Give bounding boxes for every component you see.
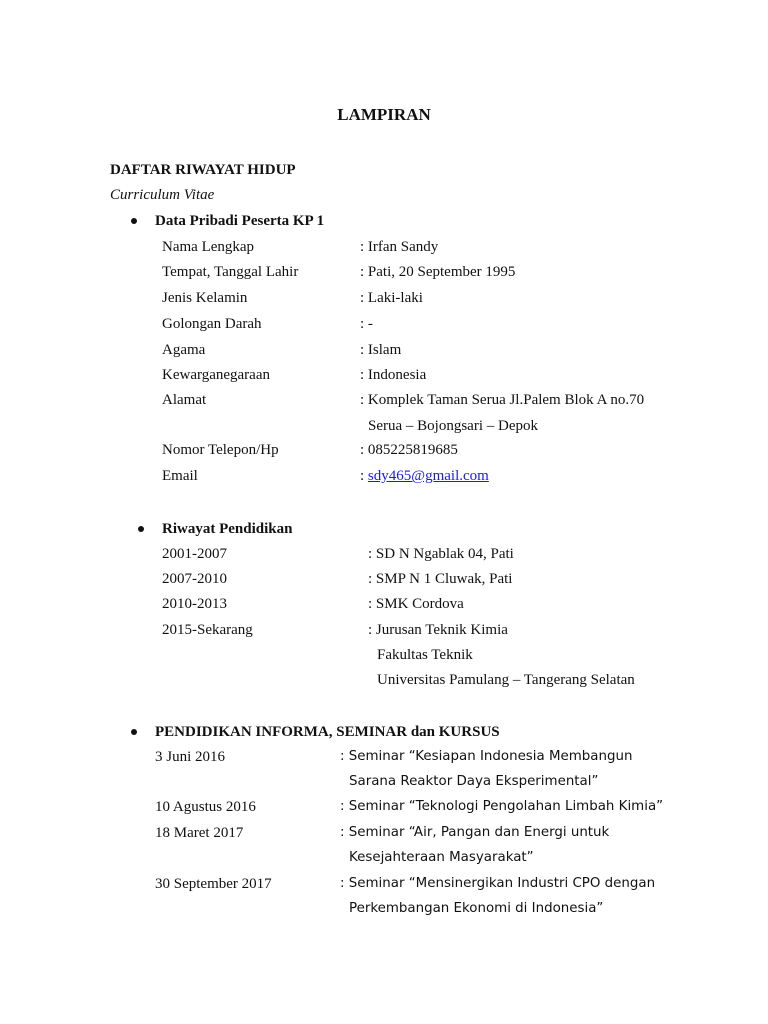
value-seminar-3: : Seminar “Air, Pangan dan Energi untuk [340,825,610,840]
label-seminar-3: 18 Maret 2017 [155,825,244,841]
section-heading-seminars: PENDIDIKAN INFORMA, SEMINAR dan KURSUS [155,724,500,740]
value-seminar-2: : Seminar “Teknologi Pengolahan Limbah Kimia” [340,799,664,814]
value-seminar-3-cont: Kesejahteraan Masyarakat” [349,850,534,865]
label-golongan-darah: Golongan Darah [162,316,262,332]
label-edu-smp: 2007-2010 [162,571,227,587]
label-ttl: Tempat, Tanggal Lahir [162,264,299,280]
label-seminar-1: 3 Juni 2016 [155,749,226,765]
label-kewarganegaraan: Kewarganegaraan [162,367,270,383]
value-ttl: : Pati, 20 September 1995 [360,264,516,280]
label-alamat: Alamat [162,392,207,408]
value-alamat: : Komplek Taman Serua Jl.Palem Blok A no.70 [360,392,645,408]
value-email [360,469,489,484]
value-jenis-kelamin: : Laki-laki [360,290,423,306]
value-nama: : Irfan Sandy [360,239,439,255]
bullet-icon [131,218,137,224]
label-seminar-4: 30 September 2017 [155,876,272,892]
section-heading-personal: Data Pribadi Peserta KP 1 [155,213,325,229]
label-edu-sd: 2001-2007 [162,546,227,562]
email-colon: : [360,468,368,484]
value-seminar-4: : Seminar “Mensinergikan Industri CPO dengan [340,876,656,891]
value-edu-univ-name: Universitas Pamulang – Tangerang Selatan [377,672,635,688]
label-telepon: Nomor Telepon/Hp [162,442,279,458]
value-edu-smp: : SMP N 1 Cluwak, Pati [368,571,513,587]
value-edu-univ-faculty: Fakultas Teknik [377,647,473,663]
value-kewarganegaraan: : Indonesia [360,367,427,383]
value-edu-sd: : SD N Ngablak 04, Pati [368,546,514,562]
label-edu-univ: 2015-Sekarang [162,622,253,638]
bullet-icon [138,526,144,532]
label-jenis-kelamin: Jenis Kelamin [162,290,248,306]
value-edu-univ: : Jurusan Teknik Kimia [368,622,508,638]
value-alamat-cont: Serua – Bojongsari – Depok [368,418,538,434]
label-edu-smk: 2010-2013 [162,596,227,612]
cv-subheading: Curriculum Vitae [110,187,215,203]
value-seminar-1: : Seminar “Kesiapan Indonesia Membangun [340,749,633,764]
label-email: Email [162,468,198,484]
label-agama: Agama [162,342,206,358]
value-golongan-darah: : - [360,316,373,332]
value-seminar-1-cont: Sarana Reaktor Daya Eksperimental” [349,774,599,789]
label-seminar-2: 10 Agustus 2016 [155,799,256,815]
label-nama: Nama Lengkap [162,239,255,255]
value-edu-smk: : SMK Cordova [368,596,464,612]
section-heading-education: Riwayat Pendidikan [162,521,293,537]
bullet-icon [131,729,137,735]
value-telepon: : 085225819685 [360,442,458,458]
email-link[interactable]: sdy465@gmail.com [367,468,489,484]
page-title: LAMPIRAN [337,105,431,124]
value-seminar-4-cont: Perkembangan Ekonomi di Indonesia” [349,901,604,916]
value-agama: : Islam [360,342,402,358]
cv-heading: DAFTAR RIWAYAT HIDUP [110,162,296,178]
